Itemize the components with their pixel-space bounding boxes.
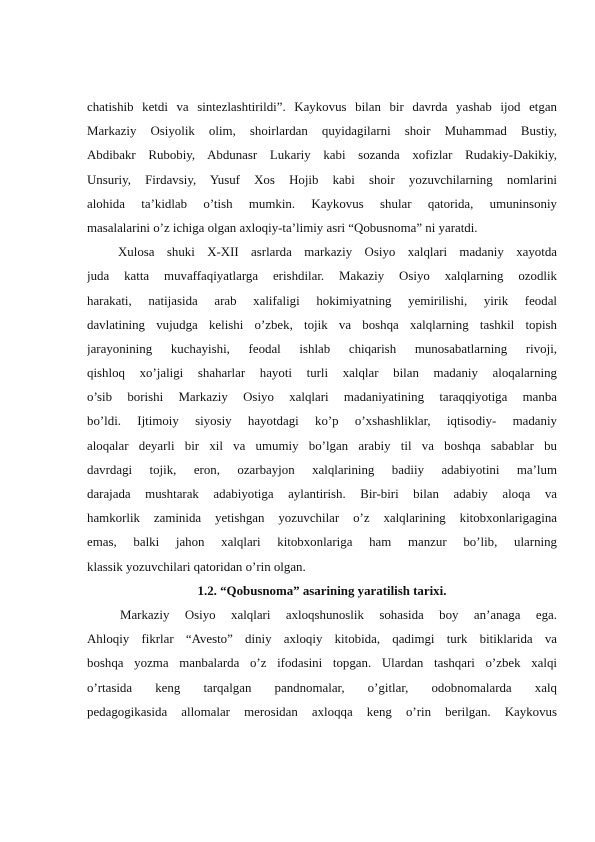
text-line: Markaziy Osiyolik olim, shoirlardan quyidagilarni shoir Muhammad Bustiy, — [87, 124, 557, 139]
paragraph-conclusion — [87, 240, 557, 579]
text-line: Unsuriy, Firdavsiy, Yusuf Xos Hojib kabi shoir yozuvchilarning nomlarini — [87, 172, 557, 187]
text-line: bo’ldi. Ijtimoiy siyosiy hayotdagi ko’p o’xshashliklar, iqtisodiy- madaniy — [87, 414, 557, 429]
text-line: davlatining vujudga kelishi o’zbek, tojik va boshqa xalqlarning tashkil topish — [87, 317, 557, 332]
text-line: davrdagi tojik, eron, ozarbayjon xalqlarining badiiy adabiyotini ma’lum — [87, 462, 557, 477]
text-line: pedagogikasida allomalar merosidan axloqqa keng o’rin berilgan. Kaykovus — [87, 704, 557, 719]
text-line: masalalarini o’z ichiga olgan axloqiy-ta’limiy asri “Qobusnoma” ni yaratdi. — [87, 220, 478, 235]
text-line: chatishib ketdi va sintezlashtirildi”. Kaykovus bilan bir davrda yashab ijod etgan — [87, 100, 557, 114]
text-line: qishloq xo’jaligi shaharlar hayoti turli xalqlar bilan madaniy aloqalarning — [87, 366, 557, 381]
text-line: Ahloqiy fikrlar “Avesto” diniy axloqiy kitobida, qadimgi turk bitiklarida va — [87, 632, 557, 647]
text-line: o’sib borishi Markaziy Osiyo xalqlari madaniyatining taraqqiyotiga manba — [87, 390, 557, 405]
text-line: o’rtasida keng tarqalgan pandnomalar, o’gitlar, odobnomalarda xalq — [87, 680, 557, 695]
text-line: juda katta muvaffaqiyatlarga erishdilar. Makaziy Osiyo xalqlarning ozodlik — [87, 269, 557, 284]
text-line: harakati, natijasida arab xalifaligi hokimiyatning yemirilishi, yirik feodal — [87, 293, 557, 308]
text-line: Xulosa shuki X-XII asrlarda markaziy Osiyo xalqlari madaniy xayotda — [118, 245, 557, 260]
document-page — [87, 95, 557, 724]
text-line: boshqa yozma manbalarda o’z ifodasini topgan. Ulardan tashqari o’zbek xalqi — [87, 656, 557, 671]
text-line: aloqalar deyarli bir xil va umumiy bo’lgan arabiy til va boshqa sabablar bu — [87, 438, 557, 453]
text-line: darajada mushtarak adabiyotiga aylantirish. Bir-biri bilan adabiy aloqa va — [87, 487, 557, 501]
text-line: jarayonining kuchayishi, feodal ishlab chiqarish munosabatlarning rivoji, — [87, 341, 557, 356]
text-line: Markaziy Osiyo xalqlari axloqshunoslik sohasida boy an’anaga ega. — [120, 607, 557, 622]
text-line: alohida ta’kidlab o’tish mumkin. Kaykovus shular qatorida, umuninsoniy — [87, 196, 557, 211]
paragraph-intro — [87, 95, 557, 240]
text-line: Abdibakr Rubobiy, Abdunasr Lukariy kabi sozanda xofizlar Rudakiy-Dakikiy, — [87, 148, 557, 163]
text-line: hamkorlik zaminida yetishgan yozuvchilar o’z xalqlarining kitobxonlarigagina — [87, 511, 557, 526]
text-line: emas, balki jahon xalqlari kitobxonlariga ham manzur bo’lib, ularning — [87, 535, 557, 550]
text-line: klassik yozuvchilari qatoridan o’rin olgan. — [87, 559, 306, 574]
paragraph-ethics — [87, 603, 557, 724]
section-heading: 1.2. “Qobusnoma” asarining yaratilish tarixi. — [197, 583, 447, 598]
